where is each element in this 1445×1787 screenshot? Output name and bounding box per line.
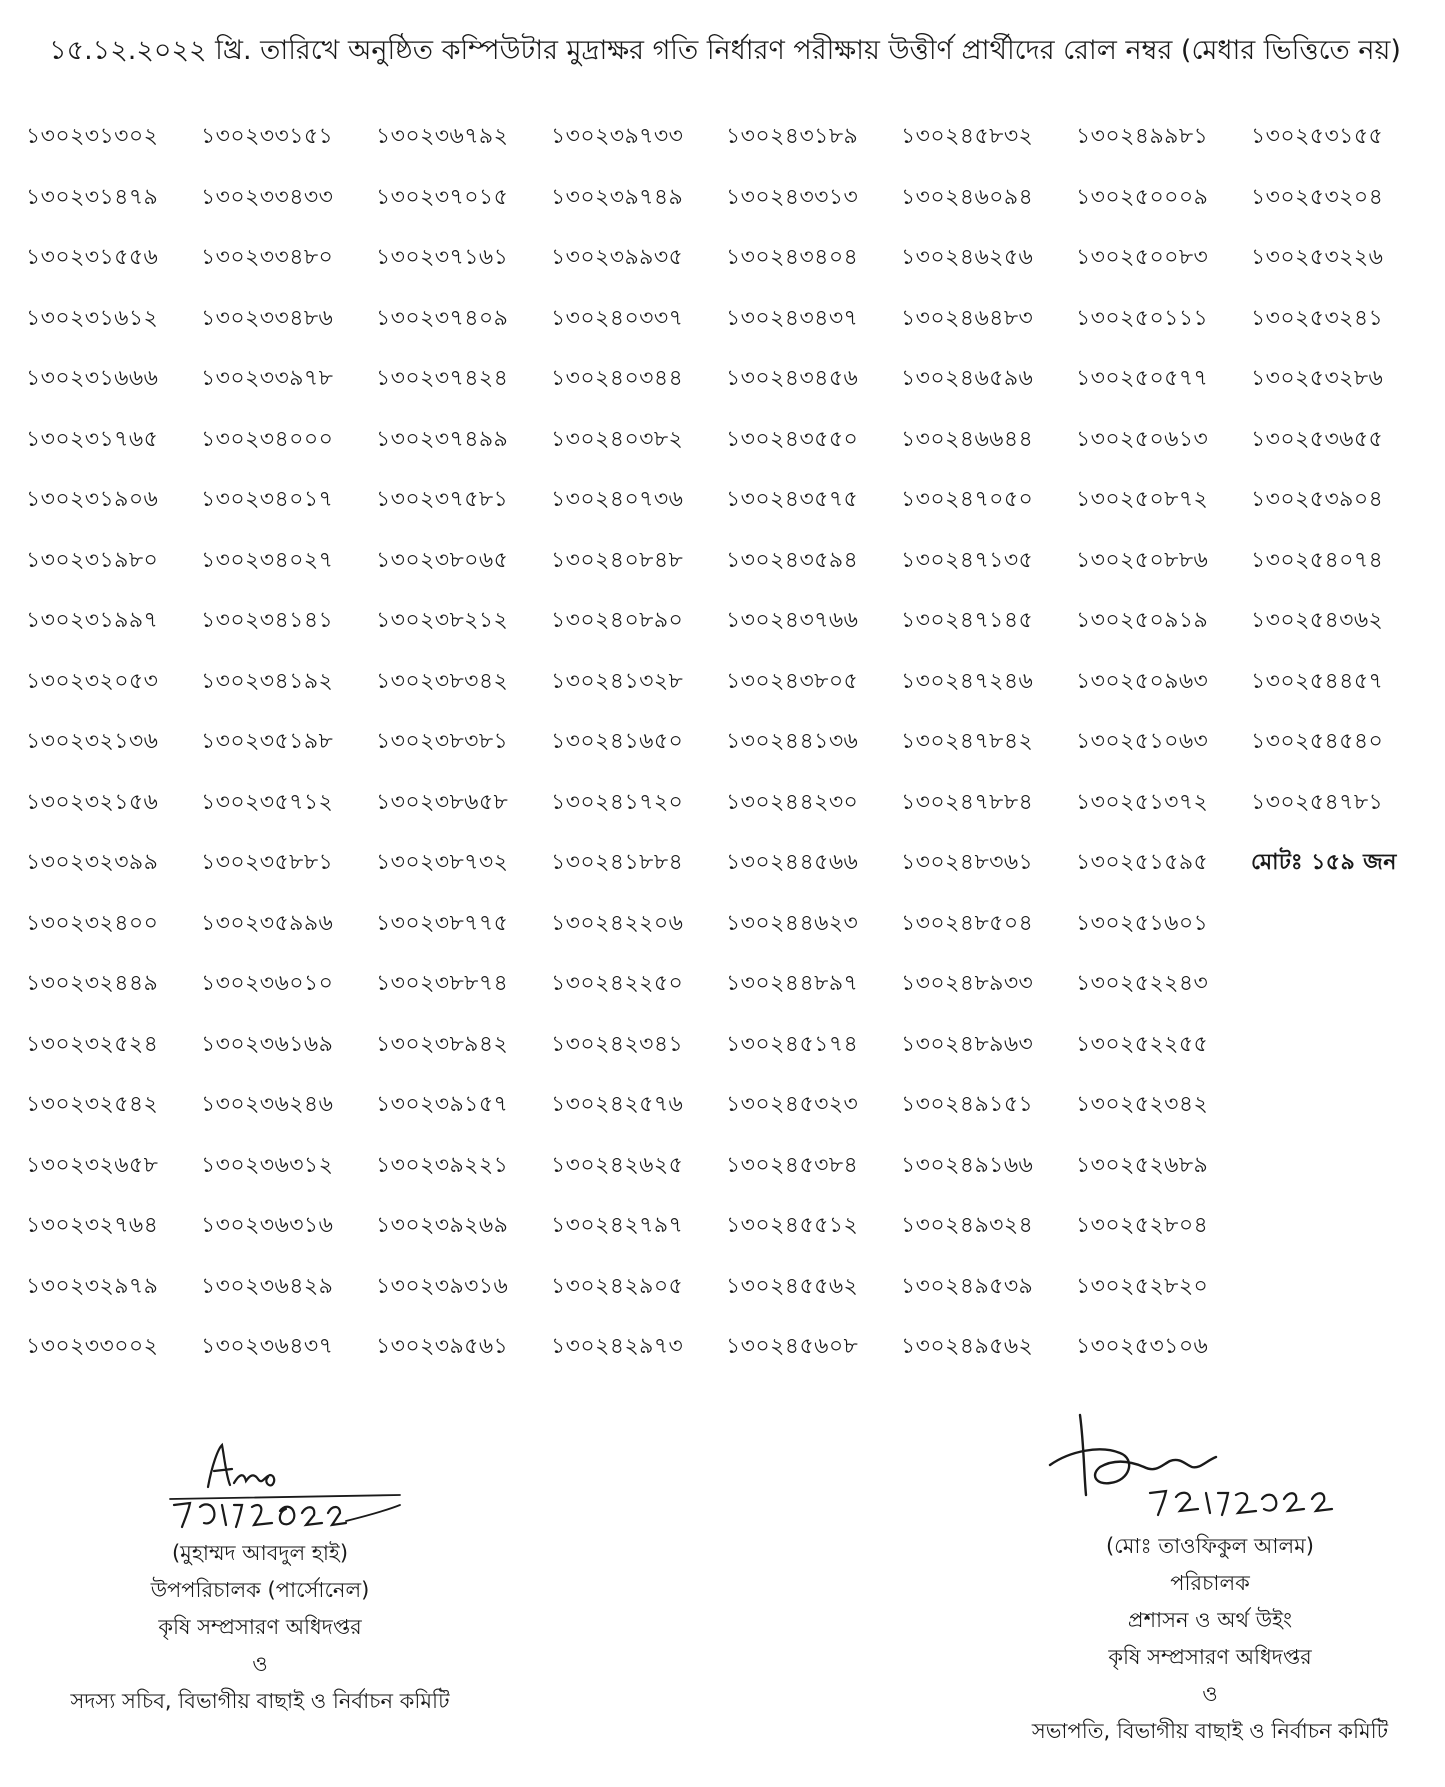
roll-number: ১৩০২৪৮৫০৪ — [901, 910, 1034, 936]
roll-number: ১৩০২৪৩৫৫০ — [726, 426, 859, 452]
roll-number: ১৩০২৩৫৮৮১ — [201, 850, 334, 875]
roll-number: ১৩০২৩৬৪২৯ — [201, 1273, 334, 1299]
roll-number: ১৩০২৩৪১৪১ — [201, 608, 334, 633]
roll-number: ১৩০২৩৩৯৭৮ — [201, 366, 334, 391]
roll-number: ১৩০২৫৩২৮৬ — [1251, 366, 1384, 391]
roll-number: ১৩০২৪৪২৩০ — [726, 789, 859, 815]
roll-number: ১৩০২৩৩৪৮৬ — [201, 305, 334, 331]
signatory-right — [995, 1528, 1425, 1750]
signatory-left-office: কৃষি সম্প্রসারণ অধিদপ্তর — [158, 1615, 362, 1639]
roll-number: ১৩০২৪৩৭৬৬ — [726, 608, 859, 633]
roll-number: ১৩০২৪৮৩৬১ — [901, 850, 1034, 875]
signatory-left-name: (মুহাম্মদ আবদুল হাই) — [171, 1541, 349, 1565]
roll-number: ১৩০২৪৬৫৯৬ — [901, 366, 1034, 391]
roll-number: ১৩০২৪৮৯৩৩ — [901, 971, 1034, 996]
empty-cell — [1251, 1211, 1426, 1272]
roll-number: ১৩০২৩২৫৪২ — [26, 1092, 159, 1117]
roll-number: ১৩০২৩৮২১২ — [376, 608, 509, 633]
roll-number: ১৩০২৫৪৭৮১ — [1251, 789, 1384, 815]
roll-number: ১৩০২৩৮৮৭৪ — [376, 971, 509, 996]
roll-number: ১৩০২৫৩৬৫৫ — [1251, 426, 1384, 452]
empty-cell — [1251, 1151, 1426, 1212]
roll-number: ১৩০২৪৭০৫০ — [901, 487, 1034, 512]
roll-number: ১৩০২৪৩৫৭৫ — [726, 487, 859, 512]
roll-number: ১৩০২৫২২৪৩ — [1076, 971, 1209, 996]
roll-number: ১৩০২৩৬৩১৬ — [201, 1213, 334, 1238]
roll-number: ১৩০২৩৯৩১৬ — [376, 1273, 509, 1299]
roll-number: ১৩০২৩২৯৭৯ — [26, 1273, 159, 1299]
signatory-right-designation: পরিচালক — [1170, 1571, 1250, 1595]
roll-number: ১৩০২৩৮৭৩২ — [376, 850, 509, 875]
roll-number: ১৩০২৫০১১১ — [1076, 305, 1209, 331]
roll-number: ১৩০২৪৪৫৬৬ — [726, 850, 859, 875]
roll-number: ১৩০২৪৩৪৩৭ — [726, 305, 859, 331]
roll-number: ১৩০২৩৮৭৭৫ — [376, 910, 509, 936]
roll-number: ১৩০২৪৩৪০৪ — [726, 245, 859, 270]
roll-number: ১৩০২৩২৭৬৪ — [26, 1213, 159, 1238]
roll-number: ১৩০২৫৩১০৬ — [1076, 1334, 1209, 1359]
roll-number: ১৩০২৩১৯৯৭ — [26, 608, 159, 633]
empty-cell — [1251, 969, 1426, 1030]
roll-number: ১৩০২৫২২৫৫ — [1076, 1031, 1209, 1057]
roll-number: ১৩০২৪৪৬২৩ — [726, 910, 859, 936]
roll-number: ১৩০২৫১০৬৩ — [1076, 729, 1209, 754]
roll-number: ১৩০২৩১৬১২ — [26, 305, 159, 331]
roll-number: ১৩০২৩১৭৬৫ — [26, 426, 159, 452]
empty-cell — [1251, 909, 1426, 970]
roll-number: ১৩০২৫৩১৫৫ — [1251, 124, 1384, 149]
signatory-left — [20, 1535, 500, 1720]
roll-number: ১৩০২৩২১৩৬ — [26, 729, 159, 754]
roll-number: ১৩০২৩৪০১৭ — [201, 487, 334, 512]
roll-number: ১৩০২৪৬৬৪৪ — [901, 426, 1034, 452]
roll-number: ১৩০২৩৩০০২ — [26, 1334, 159, 1359]
roll-number: ১৩০২৫০৮৮৬ — [1076, 547, 1209, 573]
roll-number: ১৩০২৪০৮৯০ — [551, 608, 684, 633]
roll-number: ১৩০২৪৭৮৪২ — [901, 729, 1034, 754]
roll-number: ১৩০২৫২৩৪২ — [1076, 1092, 1209, 1117]
roll-number: ১৩০২৩৫৯৯৬ — [201, 910, 334, 936]
roll-number: ১৩০২৩৬৭৯২ — [376, 124, 509, 149]
roll-number: ১৩০২৪৯১৬৬ — [901, 1152, 1034, 1178]
roll-number: ১৩০২৩১৯০৬ — [26, 487, 159, 512]
roll-number: ১৩০২৩৭৪৯৯ — [376, 426, 509, 452]
roll-number: ১৩০২৪৮৯৬৩ — [901, 1031, 1034, 1057]
roll-number: ১৩০২৪৪১৩৬ — [726, 729, 859, 754]
roll-number: ১৩০২৪১৩২৮ — [551, 668, 684, 694]
roll-number: ১৩০২৩১৪৭৯ — [26, 184, 159, 210]
roll-number: ১৩০২৫১৬০১ — [1076, 910, 1209, 936]
roll-number: ১৩০২৫১৫৯৫ — [1076, 850, 1209, 875]
roll-number: ১৩০২৫৩২০৪ — [1251, 184, 1384, 210]
roll-number: ১৩০২৩৯২২১ — [376, 1152, 509, 1178]
empty-cell — [1251, 1272, 1426, 1333]
roll-number: ১৩০২৩৩৪৮০ — [201, 245, 334, 270]
roll-number: ১৩০২৩৮৯৪২ — [376, 1031, 509, 1057]
roll-number: ১৩০২৫৪০৭৪ — [1251, 547, 1384, 573]
roll-number: ১৩০২৩২০৫৩ — [26, 668, 159, 694]
roll-number: ১৩০২৩১৫৫৬ — [26, 245, 159, 270]
roll-number: ১৩০২৪২৬২৫ — [551, 1152, 684, 1178]
roll-number: ১৩০২৪৩১৮৯ — [726, 124, 859, 149]
roll-number: ১৩০২৩৯৭৪৯ — [551, 184, 684, 210]
roll-number: ১৩০২৩২৪০০ — [26, 910, 159, 936]
roll-number: ১৩০২৪৫৩৮৪ — [726, 1152, 859, 1178]
page-title: ১৫.১২.২০২২ খ্রি. তারিখে অনুষ্ঠিত কম্পিউটার মুদ্রাক্ষর গতি নির্ধারণ পরীক্ষায় উত্তীর্ণ প্রার্থীদের রোল নম্বর (মেধার ভিত্তিতে নয়) — [49, 35, 1401, 66]
roll-number: ১৩০২৩৮৩৮১ — [376, 729, 509, 754]
signatory-right-name: (মোঃ তাওফিকুল আলম) — [1105, 1534, 1314, 1558]
roll-number: ১৩০২৪০৩৩৭ — [551, 305, 684, 331]
roll-number: ১৩০২৩৩৪৩৩ — [201, 184, 334, 210]
signatory-left-committee-role: সদস্য সচিব, বিভাগীয় বাছাই ও নির্বাচন কমিটি — [70, 1689, 450, 1713]
roll-number: ১৩০২৪৩৩১৩ — [726, 184, 859, 210]
roll-number: ১৩০২৩৯৯৩৫ — [551, 245, 684, 270]
roll-number: ১৩০২৪২৫৭৬ — [551, 1092, 684, 1117]
roll-number: ১৩০২৪০৮৪৮ — [551, 547, 684, 573]
roll-number: ১৩০২৪৭৮৮৪ — [901, 789, 1034, 815]
signatory-right-committee-role: সভাপতি, বিভাগীয় বাছাই ও নির্বাচন কমিটি — [1031, 1719, 1389, 1743]
roll-number: ১৩০২৪৫৩২৩ — [726, 1092, 859, 1117]
roll-number: ১৩০২৩৮৬৫৮ — [376, 789, 509, 815]
signatory-right-office: কৃষি সম্প্রসারণ অধিদপ্তর — [1108, 1645, 1312, 1669]
roll-number: ১৩০২৫০৯৬৩ — [1076, 668, 1209, 694]
empty-cell — [1251, 1332, 1426, 1393]
roll-number: ১৩০২৩৪০২৭ — [201, 547, 334, 573]
roll-number: ১৩০২৩৬২৪৬ — [201, 1092, 334, 1117]
roll-number-table — [26, 122, 1426, 1393]
roll-number: ১৩০২৪৭২৪৬ — [901, 668, 1034, 694]
roll-number: ১৩০২৪১৬৫০ — [551, 729, 684, 754]
roll-number: ১৩০২৩৫১৯৮ — [201, 729, 334, 754]
signature-left — [160, 1425, 460, 1545]
roll-number: ১৩০২৩৩১৫১ — [201, 124, 334, 149]
roll-number: ১৩০২৩২৬৫৮ — [26, 1152, 159, 1178]
roll-number: ১৩০২৪২৩৪১ — [551, 1031, 684, 1057]
roll-number: ১৩০২৩১৩০২ — [26, 124, 159, 149]
roll-number: ১৩০২৩৬৩১২ — [201, 1152, 334, 1178]
roll-number: ১৩০২৩৯৭৩৩ — [551, 124, 684, 149]
roll-number: ১৩০২৩৮৩৪২ — [376, 668, 509, 694]
roll-number: ১৩০২৪৯৩২৪ — [901, 1213, 1034, 1238]
roll-number: ১৩০২৩২৪৪৯ — [26, 971, 159, 996]
roll-number: ১৩০২৩৭০১৫ — [376, 184, 509, 210]
roll-number: ১৩০২৩৭৪০৯ — [376, 305, 509, 331]
roll-number: ১৩০২৪৫৫৬২ — [726, 1273, 859, 1299]
signatory-right-wing: প্রশাসন ও অর্থ উইং — [1127, 1608, 1293, 1632]
roll-number: ১৩০২৪৭১৪৫ — [901, 608, 1034, 633]
roll-number: ১৩০২৩২৩৯৯ — [26, 850, 159, 875]
empty-cell — [1251, 1030, 1426, 1091]
roll-number: ১৩০২৪৩৮০৫ — [726, 668, 859, 694]
roll-number: ১৩০২৩৬৪৩৭ — [201, 1334, 334, 1359]
roll-number: ১৩০২৪৫৬০৮ — [726, 1334, 859, 1359]
roll-number: ১৩০২৩৭৫৮১ — [376, 487, 509, 512]
roll-number: ১৩০২৪৯৯৮১ — [1076, 124, 1209, 149]
roll-number: ১৩০২৫০০৮৩ — [1076, 245, 1209, 270]
total-count: মোটঃ ১৫৯ জন — [1251, 850, 1397, 875]
roll-number: ১৩০২৪০৩৪৪ — [551, 366, 684, 391]
roll-number: ১৩০২৩৬০১০ — [201, 971, 334, 996]
signatory-left-designation: উপপরিচালক (পার্সোনেল) — [150, 1578, 370, 1602]
roll-number: ১৩০২৩৭১৬১ — [376, 245, 509, 270]
roll-number: ১৩০২৩৪০০০ — [201, 426, 334, 452]
roll-number: ১৩০২৪০৩৮২ — [551, 426, 684, 452]
roll-number: ১৩০২৪৯৫৩৯ — [901, 1273, 1034, 1299]
empty-cell — [1251, 1090, 1426, 1151]
roll-number: ১৩০২৪৬২৫৬ — [901, 245, 1034, 270]
roll-number: ১৩০২৩৭৪২৪ — [376, 366, 509, 391]
roll-number: ১৩০২৫২৮২০ — [1076, 1273, 1209, 1299]
roll-number: ১৩০২৩৮০৬৫ — [376, 547, 509, 573]
roll-number: ১৩০২৩৯১৫৭ — [376, 1092, 509, 1117]
roll-number: ১৩০২৩৫৭১২ — [201, 789, 334, 815]
roll-number: ১৩০২৪৫১৭৪ — [726, 1031, 859, 1057]
roll-number: ১৩০২৪২৯৭৩ — [551, 1334, 684, 1359]
roll-number: ১৩০২৫০৮৭২ — [1076, 487, 1209, 512]
roll-number: ১৩০২৩৬১৬৯ — [201, 1031, 334, 1057]
signature-right — [1040, 1405, 1420, 1535]
roll-number: ১৩০২৫৩৯০৪ — [1251, 487, 1384, 512]
roll-number: ১৩০২৫৪৫৪০ — [1251, 729, 1384, 754]
roll-number: ১৩০২৩২১৫৬ — [26, 789, 159, 815]
roll-number: ১৩০২৩১৯৮০ — [26, 547, 159, 573]
roll-number: ১৩০২৪৫৫১২ — [726, 1213, 859, 1238]
roll-number: ১৩০২৫০৬১৩ — [1076, 426, 1209, 452]
roll-number: ১৩০২৫১৩৭২ — [1076, 789, 1209, 815]
roll-number: ১৩০২৪২২৫০ — [551, 971, 684, 996]
signatory-left-conjunction: ও — [252, 1652, 268, 1676]
roll-number: ১৩০২৪২২০৬ — [551, 910, 684, 936]
roll-number: ১৩০২৩৪১৯২ — [201, 668, 334, 694]
roll-number: ১৩০২৪১৭২০ — [551, 789, 684, 815]
roll-number: ১৩০২৫২৮০৪ — [1076, 1213, 1209, 1238]
roll-number: ১৩০২৪০৭৩৬ — [551, 487, 684, 512]
roll-number: ১৩০২৫০৯১৯ — [1076, 608, 1209, 633]
roll-number: ১৩০২৪৯৫৬২ — [901, 1334, 1034, 1359]
roll-number: ১৩০২৪৬৪৮৩ — [901, 305, 1034, 331]
roll-number: ১৩০২৪৯১৫১ — [901, 1092, 1034, 1117]
roll-number: ১৩০২৫৩২৪১ — [1251, 305, 1384, 331]
signatory-right-conjunction: ও — [1202, 1682, 1218, 1706]
roll-number: ১৩০২৪৭১৩৫ — [901, 547, 1034, 573]
roll-number: ১৩০২৫০৫৭৭ — [1076, 366, 1209, 391]
roll-number: ১৩০২৫২৬৮৯ — [1076, 1152, 1209, 1178]
roll-number: ১৩০২৩২৫২৪ — [26, 1031, 159, 1057]
roll-number: ১৩০২৫৩২২৬ — [1251, 245, 1384, 270]
roll-number: ১৩০২৪২৭৯৭ — [551, 1213, 684, 1238]
roll-number: ১৩০২৪৪৮৯৭ — [726, 971, 859, 996]
roll-number: ১৩০২৩৯৫৬১ — [376, 1334, 509, 1359]
roll-number: ১৩০২৪২৯০৫ — [551, 1273, 684, 1299]
roll-number: ১৩০২৫৪৪৫৭ — [1251, 668, 1384, 694]
roll-number: ১৩০২৪৩৪৫৬ — [726, 366, 859, 391]
roll-number: ১৩০২৪৬০৯৪ — [901, 184, 1034, 210]
roll-number: ১৩০২৪১৮৮৪ — [551, 850, 684, 875]
roll-number: ১৩০২৪৫৮৩২ — [901, 124, 1034, 149]
roll-number: ১৩০২৩১৬৬৬ — [26, 366, 159, 391]
roll-number: ১৩০২৫৪৩৬২ — [1251, 608, 1384, 633]
roll-number: ১৩০২৪৩৫৯৪ — [726, 547, 859, 573]
roll-number: ১৩০২৩৯২৬৯ — [376, 1213, 509, 1238]
roll-number: ১৩০২৫০০০৯ — [1076, 184, 1209, 210]
